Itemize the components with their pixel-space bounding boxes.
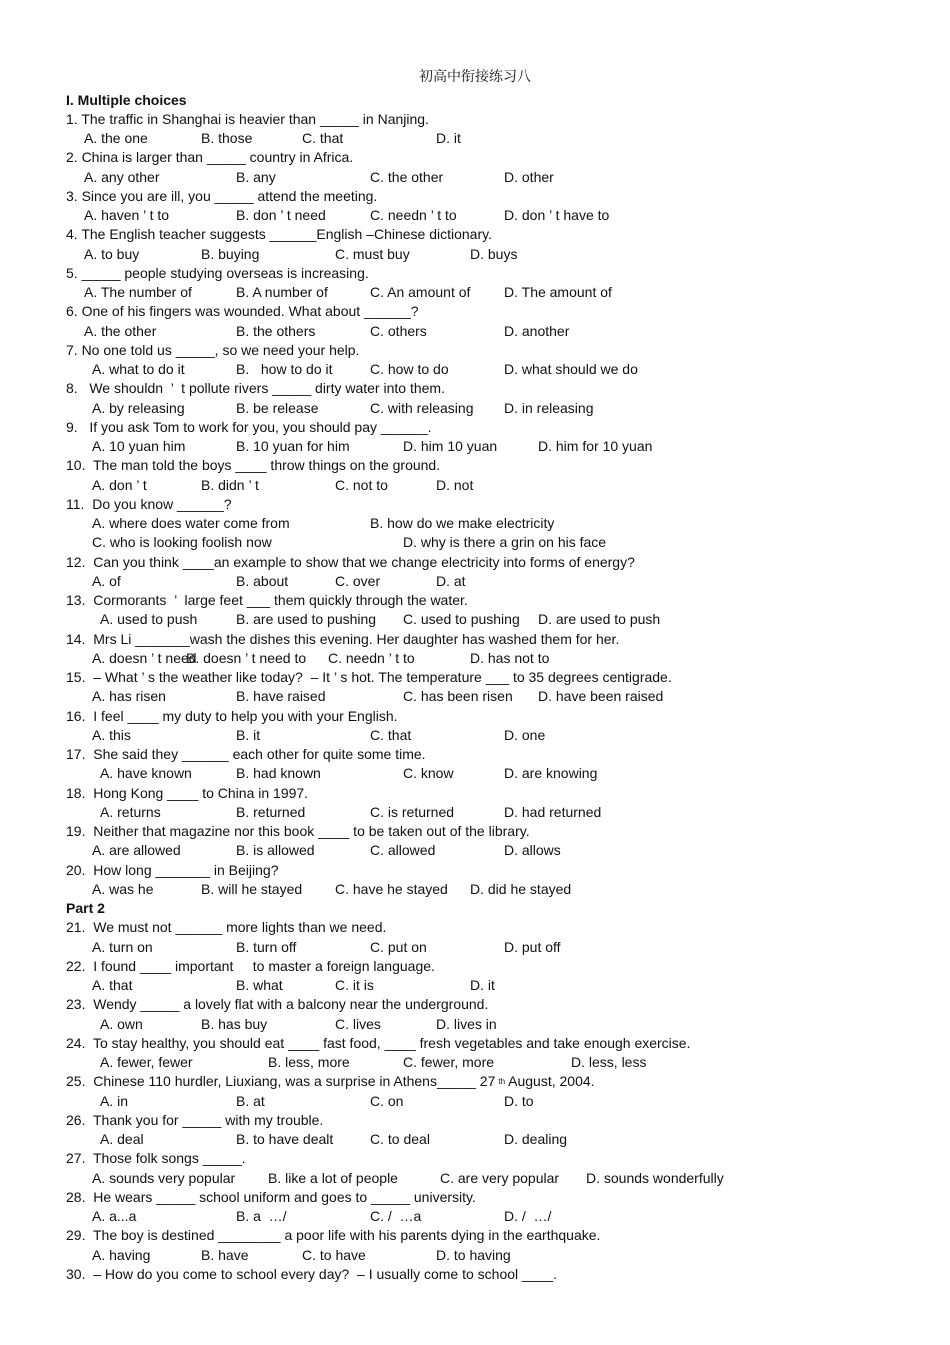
option: B. have xyxy=(201,1246,249,1263)
question-text: 25. Chinese 110 hurdler, Liuxiang, was a surprise in Athens_____ 27 xyxy=(66,1073,496,1090)
option: B. a …/ xyxy=(236,1208,287,1224)
option: D. have been raised xyxy=(538,688,664,705)
option: C. how to do xyxy=(370,361,449,377)
option: B. will he stayed xyxy=(201,880,303,897)
question-text: 20. How long _______ in Beijing? xyxy=(66,861,279,878)
option-row xyxy=(0,437,950,456)
question-text: 6. One of his fingers was wounded. What about ______? xyxy=(66,303,419,320)
option: A. any other xyxy=(84,168,160,185)
question-stem xyxy=(0,957,950,976)
option: B. 10 yuan for him xyxy=(236,438,350,454)
option-row xyxy=(0,283,950,302)
option: B. have raised xyxy=(236,688,326,705)
question-text: 23. Wendy _____ a lovely flat with a balcony near the underground. xyxy=(66,996,489,1013)
option: D. it xyxy=(436,130,461,146)
question-text: 5. _____ people studying overseas is increasing. xyxy=(66,264,369,281)
option: A. this xyxy=(92,726,131,743)
option: B. are used to pushing xyxy=(236,611,377,628)
option: C. to have xyxy=(302,1246,366,1263)
option: B. doesn ’ t need to xyxy=(186,649,307,666)
option-row xyxy=(0,649,950,668)
option: B. is allowed xyxy=(236,842,315,859)
option: C. the other xyxy=(370,168,444,185)
question-stem xyxy=(0,918,950,937)
section-heading-text: Part 2 xyxy=(66,900,105,916)
option: A. have known xyxy=(100,765,192,782)
question-stem xyxy=(0,1149,950,1168)
option: D. had returned xyxy=(504,803,602,820)
option: A. what to do it xyxy=(92,361,185,377)
option: C. / …a xyxy=(370,1208,422,1224)
option: A. by releasing xyxy=(92,399,185,416)
option: C. who is looking foolish now xyxy=(92,534,272,551)
question-text: 13. Cormorants ’ large feet ___ them quickly through the water. xyxy=(66,592,468,608)
question-stem xyxy=(0,707,950,726)
option: A. fewer, fewer xyxy=(100,1054,193,1070)
question-stem xyxy=(0,630,950,649)
option-row xyxy=(0,1207,950,1226)
option-row xyxy=(0,514,950,533)
question-stem xyxy=(0,225,950,244)
question-text: 18. Hong Kong ____ to China in 1997. xyxy=(66,784,309,801)
option: B. turn off xyxy=(236,938,297,955)
option: B. to have dealt xyxy=(236,1131,334,1147)
option: A. sounds very popular xyxy=(92,1169,236,1186)
option: C. that xyxy=(370,726,412,743)
question-stem xyxy=(0,1111,950,1130)
option: D. put off xyxy=(504,938,561,955)
section-heading xyxy=(0,899,950,918)
option-row xyxy=(0,572,950,591)
question-text: 27. Those folk songs _____. xyxy=(66,1150,246,1167)
option: D. what should we do xyxy=(504,361,638,377)
option: B. be release xyxy=(236,399,319,416)
option: A. the one xyxy=(84,130,148,146)
option: B. the others xyxy=(236,322,316,339)
option-row xyxy=(0,206,950,225)
option: A. having xyxy=(92,1246,151,1263)
option: D. sounds wonderfully xyxy=(586,1169,724,1186)
question-stem xyxy=(0,187,950,206)
option: C. lives xyxy=(335,1015,381,1032)
question-stem xyxy=(0,668,950,687)
option: A. own xyxy=(100,1015,143,1032)
option: C. must buy xyxy=(335,245,410,262)
option: C. have he stayed xyxy=(335,880,448,897)
option: B. any xyxy=(236,168,276,185)
option: A. doesn ’ t need xyxy=(92,649,197,666)
option: B. what xyxy=(236,977,283,993)
option-row xyxy=(0,938,950,957)
option: C. know xyxy=(403,765,454,782)
option-row xyxy=(0,322,950,341)
option: C. with releasing xyxy=(370,399,474,416)
question-text: 15. – What ’ s the weather like today? – It ’ s hot. The temperature ___ to 35 degrees centigrade. xyxy=(66,669,672,685)
question-stem xyxy=(0,745,950,764)
option: B. how to do it xyxy=(236,361,333,377)
option-row xyxy=(0,726,950,745)
option: C. needn ’ t to xyxy=(328,649,415,666)
option: A. 10 yuan him xyxy=(92,438,186,454)
question-stem xyxy=(0,822,950,841)
question-stem xyxy=(0,861,950,880)
option-row xyxy=(0,841,950,860)
option-row xyxy=(0,610,950,629)
question-text: 4. The English teacher suggests ______English –Chinese dictionary. xyxy=(66,226,492,243)
page-title: 初高中衔接练习八 xyxy=(419,69,531,85)
option: D. to xyxy=(504,1092,534,1109)
option: C. used to pushing xyxy=(403,611,520,628)
option: A. The number of xyxy=(84,284,192,300)
option: B. it xyxy=(236,726,261,743)
option: A. to buy xyxy=(84,245,140,262)
option: B. less, more xyxy=(268,1054,350,1070)
question-text: 16. I feel ____ my duty to help you with your English. xyxy=(66,707,398,724)
section-heading xyxy=(0,91,950,110)
option: B. had known xyxy=(236,765,321,782)
option-row xyxy=(0,1092,950,1111)
question-stem xyxy=(0,553,950,572)
option: D. less, less xyxy=(571,1054,647,1070)
option: B. returned xyxy=(236,803,306,820)
question-text: 14. Mrs Li _______wash the dishes this evening. Her daughter has washed them for her. xyxy=(66,630,620,647)
option: D. another xyxy=(504,322,570,339)
option: D. dealing xyxy=(504,1131,568,1147)
option: A. are allowed xyxy=(92,842,181,859)
option: D. not xyxy=(436,476,474,493)
option: A. a...a xyxy=(92,1208,137,1224)
option: D. are used to push xyxy=(538,611,661,628)
question-text: 19. Neither that magazine nor this book ____ to be taken out of the library. xyxy=(66,823,530,839)
option: C. is returned xyxy=(370,803,455,820)
option: C. on xyxy=(370,1092,404,1109)
question-text: 26. Thank you for _____ with my trouble. xyxy=(66,1111,324,1128)
question-stem xyxy=(0,418,950,437)
question-stem xyxy=(0,495,950,514)
option-row xyxy=(0,1015,950,1034)
question-text: 29. The boy is destined ________ a poor life with his parents dying in the earthquake. xyxy=(66,1227,601,1244)
question-text: 1. The traffic in Shanghai is heavier than _____ in Nanjing. xyxy=(66,110,429,127)
question-text: 22. I found ____ important to master a foreign language. xyxy=(66,957,435,974)
option: B. don ’ t need xyxy=(236,207,326,223)
option: D. him 10 yuan xyxy=(403,438,498,454)
option: C. others xyxy=(370,322,427,339)
question-text: 21. We must not ______ more lights than we need. xyxy=(66,919,387,936)
question-stem xyxy=(0,1226,950,1245)
option: B. about xyxy=(236,572,289,589)
question-text: 28. He wears _____ school uniform and goes to _____ university. xyxy=(66,1188,476,1205)
option: C. has been risen xyxy=(403,688,513,705)
option: B. didn ’ t xyxy=(201,476,259,493)
option-row xyxy=(0,360,950,379)
option: A. deal xyxy=(100,1131,144,1147)
option: D. to having xyxy=(436,1246,511,1263)
option: B. has buy xyxy=(201,1015,268,1032)
option: C. it is xyxy=(335,977,374,993)
option: B. like a lot of people xyxy=(268,1169,398,1186)
option: D. are knowing xyxy=(504,765,598,782)
question-text: 7. No one told us _____, so we need your help. xyxy=(66,341,360,358)
question-text: 12. Can you think ____an example to show that we change electricity into forms of energy? xyxy=(66,553,635,570)
option: A. of xyxy=(92,572,121,589)
option: D. why is there a grin on his face xyxy=(403,534,607,551)
option: D. one xyxy=(504,726,546,743)
option: C. put on xyxy=(370,938,427,955)
option: A. the other xyxy=(84,322,157,339)
option: B. A number of xyxy=(236,284,328,300)
option-row xyxy=(0,129,950,148)
option-row xyxy=(0,1130,950,1149)
option-row xyxy=(0,1246,950,1265)
option: A. haven ’ t to xyxy=(84,207,170,223)
option: C. over xyxy=(335,572,381,589)
option: C. are very popular xyxy=(440,1169,560,1186)
option: D. allows xyxy=(504,842,561,859)
option: A. was he xyxy=(92,880,154,897)
option: C. fewer, more xyxy=(403,1054,495,1070)
option: D. buys xyxy=(470,245,518,262)
question-text: 3. Since you are ill, you _____ attend the meeting. xyxy=(66,187,378,204)
option-row xyxy=(0,1169,950,1188)
question-stem xyxy=(0,1072,950,1091)
option: A. that xyxy=(92,977,133,993)
question-text: 24. To stay healthy, you should eat ____ fast food, ____ fresh vegetables and take enough exercise. xyxy=(66,1034,691,1051)
question-stem xyxy=(0,995,950,1014)
option: B. how do we make electricity xyxy=(370,515,555,531)
question-text: 11. Do you know ______? xyxy=(66,495,232,512)
question-text-tail: August, 2004. xyxy=(505,1073,595,1090)
option: A. used to push xyxy=(100,611,198,628)
question-stem xyxy=(0,264,950,283)
option: C. that xyxy=(302,130,344,146)
option: D. at xyxy=(436,572,466,589)
option: D. other xyxy=(504,168,554,185)
section-heading-text: I. Multiple choices xyxy=(66,91,187,108)
option-row xyxy=(0,803,950,822)
option: D. lives in xyxy=(436,1015,497,1032)
question-stem xyxy=(0,379,950,398)
option: D. did he stayed xyxy=(470,880,572,897)
option-row xyxy=(0,245,950,264)
option: D. / …/ xyxy=(504,1208,552,1224)
option: A. don ’ t xyxy=(92,476,147,493)
option: C. to deal xyxy=(370,1131,430,1147)
option-row xyxy=(0,399,950,418)
question-text: 10. The man told the boys ____ throw things on the ground. xyxy=(66,457,441,474)
option: D. it xyxy=(470,977,495,993)
option: A. where does water come from xyxy=(92,515,290,531)
option: A. returns xyxy=(100,803,161,820)
superscript: th xyxy=(498,1077,506,1087)
question-stem xyxy=(0,148,950,167)
question-text: 2. China is larger than _____ country in Africa. xyxy=(66,149,354,166)
question-text: 17. She said they ______ each other for quite some time. xyxy=(66,746,426,762)
option: B. buying xyxy=(201,245,260,262)
question-stem xyxy=(0,1188,950,1207)
question-stem xyxy=(0,341,950,360)
option: D. in releasing xyxy=(504,399,594,416)
option: C. An amount of xyxy=(370,284,471,300)
question-stem xyxy=(0,591,950,610)
option: C. not to xyxy=(335,476,388,493)
question-stem xyxy=(0,456,950,475)
option-row xyxy=(0,880,950,899)
option: A. in xyxy=(100,1092,129,1109)
option: C. allowed xyxy=(370,842,436,859)
question-text: 8. We shouldn ’ t pollute rivers _____ dirty water into them. xyxy=(66,380,445,397)
option: B. those xyxy=(201,130,253,146)
question-text: 9. If you ask Tom to work for you, you should pay ______. xyxy=(66,418,432,435)
option-row xyxy=(0,764,950,783)
question-stem xyxy=(0,1265,950,1284)
option-row xyxy=(0,976,950,995)
question-stem xyxy=(0,302,950,321)
option-row xyxy=(0,1053,950,1072)
option-row xyxy=(0,168,950,187)
question-stem xyxy=(0,110,950,129)
option: A. turn on xyxy=(92,938,153,955)
question-stem xyxy=(0,784,950,803)
option: B. at xyxy=(236,1092,265,1109)
option: D. him for 10 yuan xyxy=(538,438,653,454)
question-stem xyxy=(0,1034,950,1053)
question-text: 30. – How do you come to school every day? – I usually come to school ____. xyxy=(66,1265,558,1282)
option-row xyxy=(0,533,950,552)
option: A. has risen xyxy=(92,688,166,705)
option-row xyxy=(0,476,950,495)
option-row xyxy=(0,687,950,706)
option: D. The amount of xyxy=(504,284,612,300)
option: D. don ’ t have to xyxy=(504,207,610,223)
option: C. needn ’ t to xyxy=(370,207,457,223)
option: D. has not to xyxy=(470,649,550,666)
